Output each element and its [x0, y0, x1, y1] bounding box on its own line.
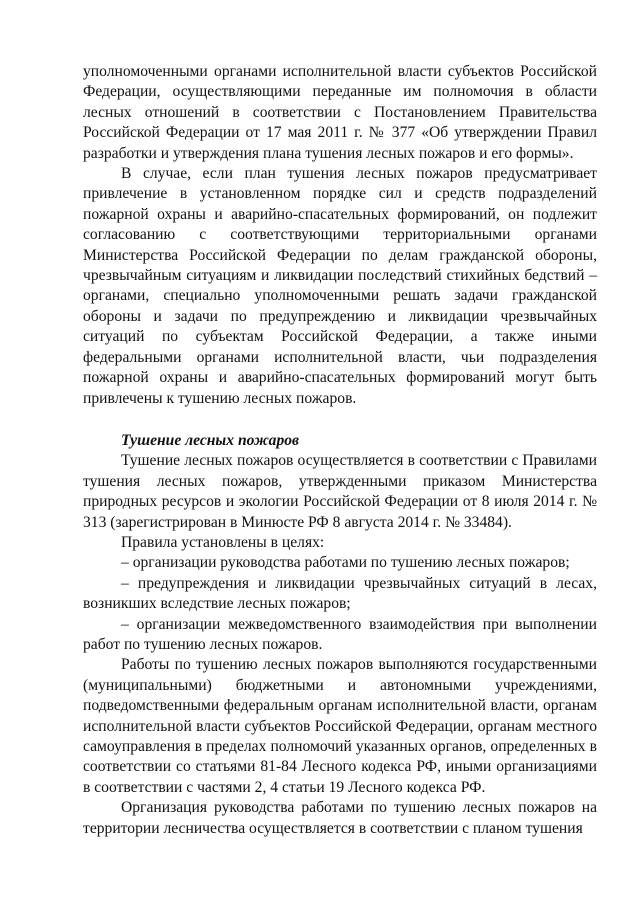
paragraph-organization: Организация руководства работами по тушению лесных пожаров на территории лесничества осуществляется в соответствии с планом тушения: [83, 799, 597, 837]
goal-item-2: – предупреждения и ликвидации чрезвычайных ситуаций в лесах, возникших вследствие лесных пожаров;: [83, 574, 597, 613]
section-heading: Тушение лесных пожаров: [121, 431, 300, 449]
paragraph-works: Работы по тушению лесных пожаров выполняются государственными (муниципальными) бюджетными и автономными учреждениями, подведомственными федеральным органам исполнительной власти, органам исполнительной власти субъектов Российской Федерации, органам местного самоуправления в пределах полномочий указанных органов, определенных в соответствии со статьями 81-84 Лесного кодекса РФ, иными организациями в соответствии с частями 2, 4 статьи 19 Лесного кодекса РФ.: [83, 656, 597, 796]
paragraph-intro: Тушение лесных пожаров осуществляется в соответствии с Правилами тушения лесных пожаров, утвержденными приказом Министерства природных ресурсов и экологии Российской Федерации от 8 июля 2014 г. № 313 (зарегистрирован в Минюсте РФ 8 августа 2014 г. № 33484).: [83, 452, 597, 531]
section-gap: [83, 409, 597, 431]
goal-item-1: – организации руководства работами по тушению лесных пожаров;: [121, 554, 570, 572]
paragraph-authorities: уполномоченными органами исполнительной власти субъектов Российской Федерации, осуществляющими переданные им полномочия в области лесных отношений в соответствии с Постановлением Правительства Российской Федерации от 17 мая 2011 г. № 377 «Об утверждении Правил разработки и утверждения плана тушения лесных пожаров и его формы».: [83, 63, 597, 162]
goal-item-3: – организации межведомственного взаимодействия при выполнении работ по тушению лесных пожаров.: [83, 615, 597, 653]
paragraph-coordination: В случае, если план тушения лесных пожаров предусматривает привлечение в установленном порядке сил и средств подразделений пожарной охраны и аварийно-спасательных формирований, он подлежит согласованию с соответствующими территориальными органами Министерства Российской Федерации по делам гражданской обороны, чрезвычайным ситуациям и ликвидации последствий стихийных бедствий – органами, специально уполномоченными решать задачи гражданской обороны и задачи по предупреждению и ликвидации чрезвычайных ситуаций по субъектам Российской Федерации, а также иными федеральными органами исполнительной власти, чьи подразделения пожарной охраны и аварийно-спасательных формирований могут быть привлечены к тушению лесных пожаров.: [83, 165, 597, 407]
paragraph-rules-lead: Правила установлены в целях:: [121, 533, 325, 551]
